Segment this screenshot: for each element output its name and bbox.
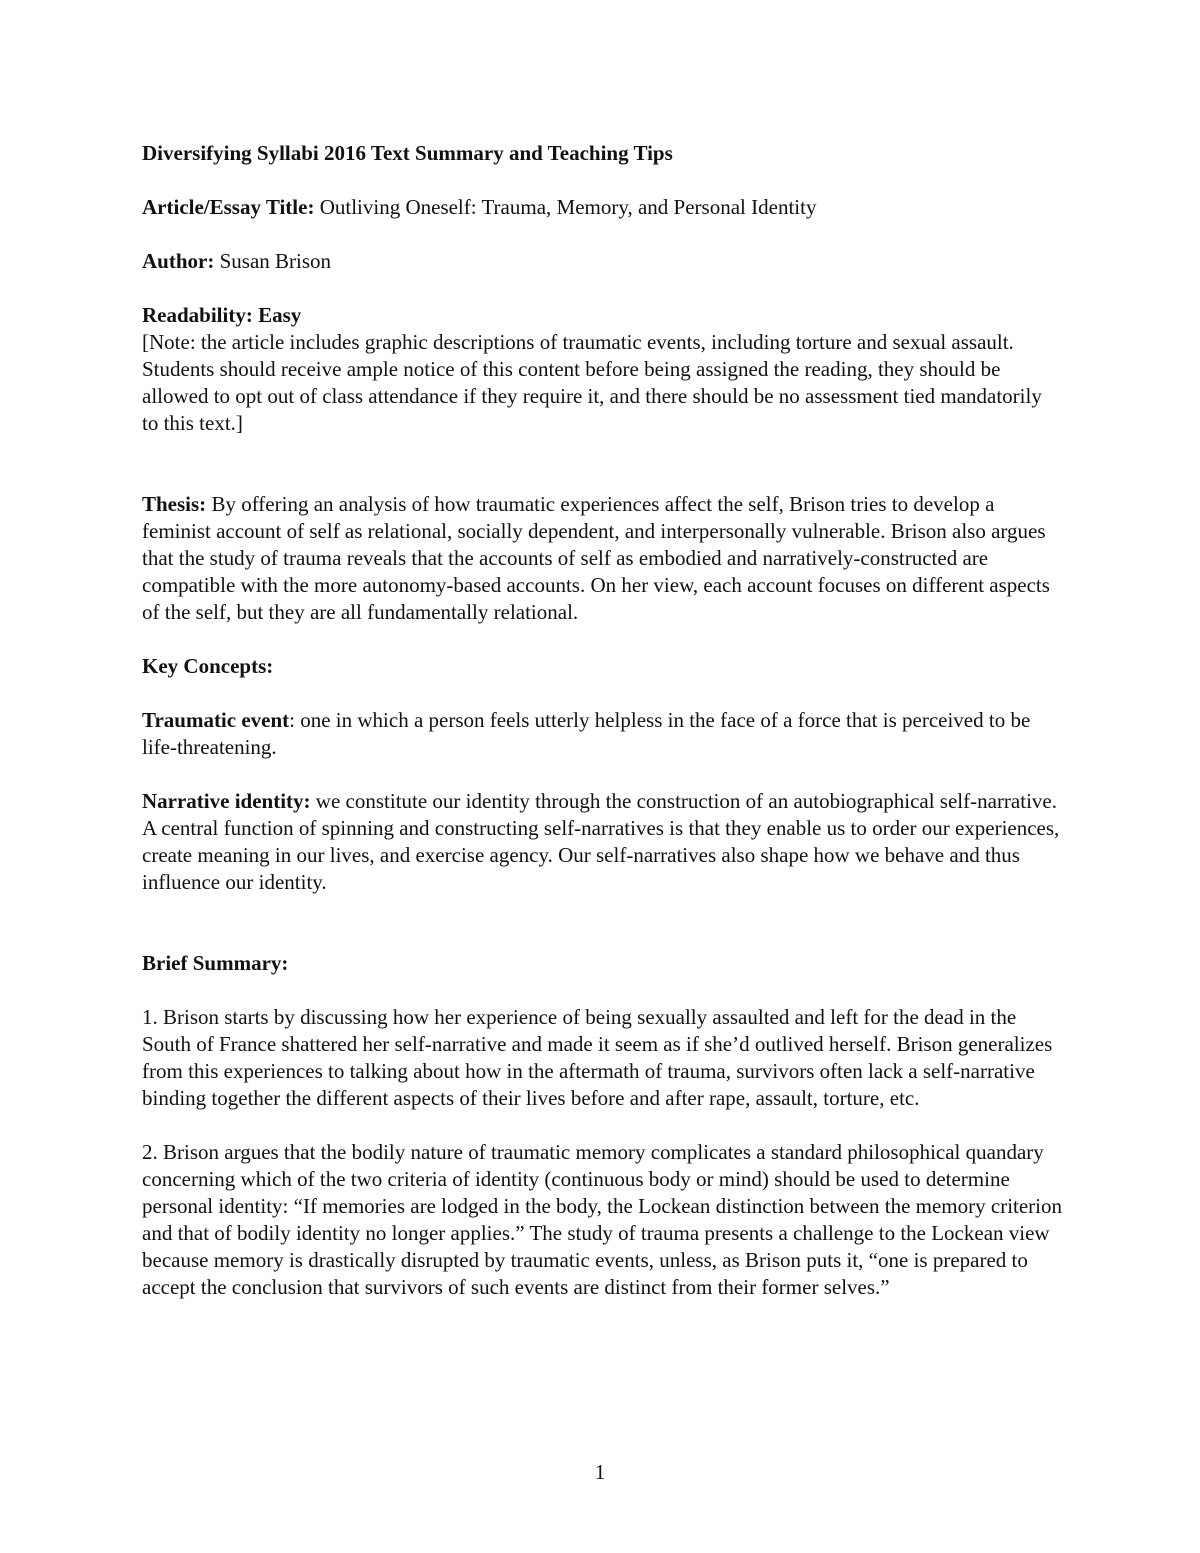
thesis-paragraph [142, 491, 1062, 626]
concept-definition: we constitute our identity through the construction of an autobiographical self-narrative. A central function of spinning and constructing self-narratives is that they enable us to order our experiences, create meaning in our lives, and exercise agency. Our self-narratives also shape how we behave and thus influence our identity. [142, 789, 1060, 894]
thesis-text: By offering an analysis of how traumatic experiences affect the self, Brison tries to develop a feminist account of self as relational, socially dependent, and interpersonally vulnerable. Brison also argues that the study of trauma reveals that the accounts of self as embodied and narratively-constructed are compatible with the more autonomy-based accounts. On her view, each account focuses on different aspects of the self, but they are all fundamentally relational. [142, 492, 1050, 624]
article-title-value: Outliving Oneself: Trauma, Memory, and Personal Identity [319, 195, 817, 219]
concept-traumatic-event [142, 707, 1062, 761]
concept-term: Traumatic event [142, 708, 290, 732]
key-concepts-heading: Key Concepts: [142, 654, 274, 678]
author-label: Author: [142, 249, 215, 273]
concept-definition: : one in which a person feels utterly helpless in the face of a force that is perceived to be life-threatening. [142, 708, 1031, 759]
content-warning-note: [Note: the article includes graphic descriptions of traumatic events, including torture and sexual assault. Students should receive ample notice of this content before being assigned the reading, they should be allowed to opt out of class attendance if they require it, and there should be no assessment tied mandatorily to this text.] [142, 330, 1042, 435]
page-number: 1 [594, 1460, 606, 1484]
concept-narrative-identity [142, 788, 1062, 896]
summary-item-1: 1. Brison starts by discussing how her experience of being sexually assaulted and left for the dead in the South of France shattered her self-narrative and made it seem as if she’d outlived herself. Brison generalizes from this experiences to talking about how in the aftermath of trauma, survivors often lack a self-narrative binding together the different aspects of their lives before and after rape, assault, torture, etc. [142, 1005, 1053, 1110]
thesis-label: Thesis: [142, 492, 207, 516]
readability-field [142, 302, 1062, 329]
document-title: Diversifying Syllabi 2016 Text Summary and Teaching Tips [142, 141, 673, 165]
brief-summary-heading: Brief Summary: [142, 951, 289, 975]
concept-term: Narrative identity: [142, 789, 311, 813]
article-title-field [142, 194, 1062, 221]
readability-value: Easy [258, 303, 302, 327]
author-field [142, 248, 1062, 275]
document-page [142, 140, 1062, 1328]
summary-item-2: 2. Brison argues that the bodily nature of traumatic memory complicates a standard philosophical quandary concerning which of the two criteria of identity (continuous body or mind) should be used to determine personal identity: “If memories are lodged in the body, the Lockean distinction between the memory criterion and that of bodily identity no longer applies.” The study of trauma presents a challenge to the Lockean view because memory is drastically disrupted by traumatic events, unless, as Brison puts it, “one is prepared to accept the conclusion that survivors of such events are distinct from their former selves.” [142, 1140, 1063, 1299]
author-value: Susan Brison [219, 249, 332, 273]
article-title-label: Article/Essay Title: [142, 195, 315, 219]
readability-label: Readability: [142, 303, 253, 327]
